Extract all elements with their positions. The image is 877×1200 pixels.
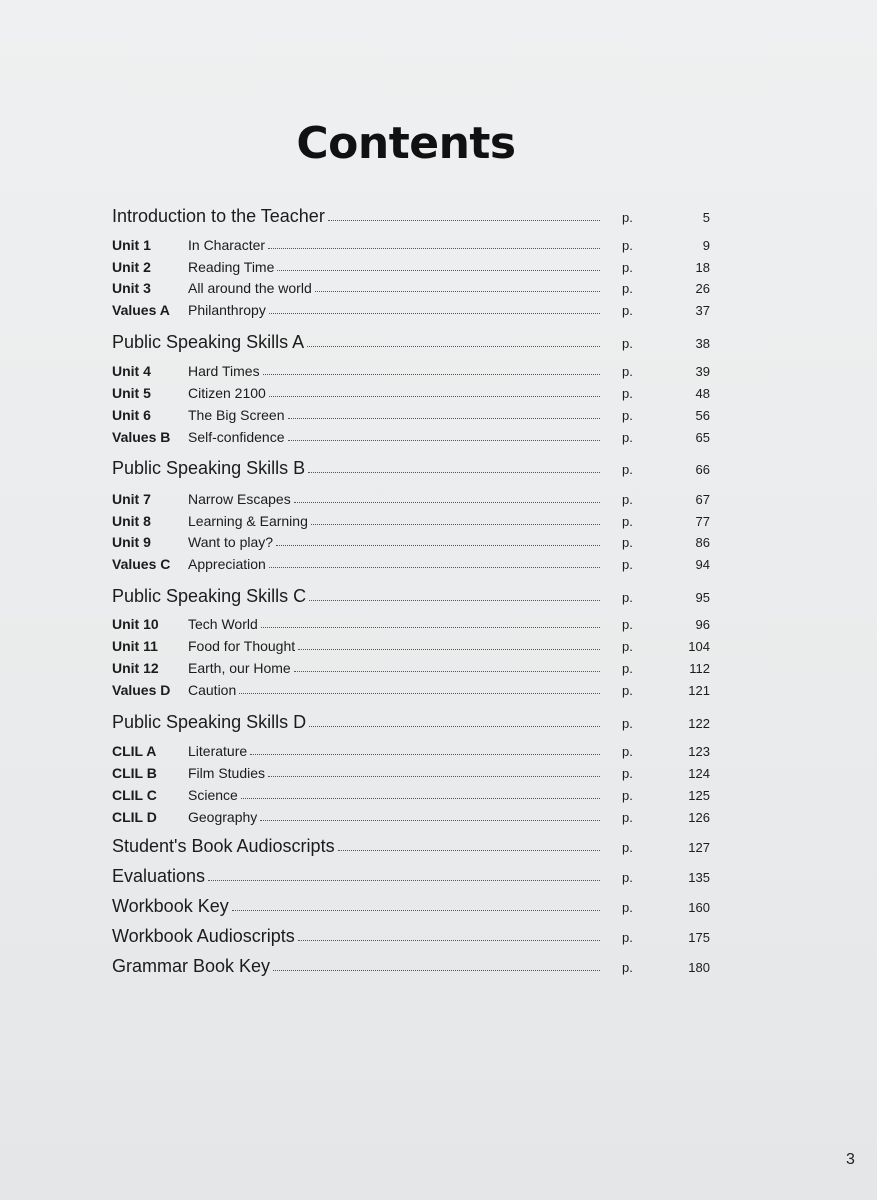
toc-entry-title: Self-confidence [188,429,285,445]
page-abbrev: p. [622,430,633,445]
toc-entry-title: Hard Times [188,363,260,379]
toc-entry-title: Science [188,787,238,803]
page-abbrev: p. [622,960,633,975]
toc-unit-label: Values B [112,429,171,445]
toc-page-number: 38 [695,336,710,351]
toc-unit-label: Unit 8 [112,513,151,529]
toc-entry-title: Grammar Book Key [112,956,271,976]
page-abbrev: p. [622,900,633,915]
page-abbrev: p. [622,716,633,731]
page-abbrev: p. [622,870,633,885]
toc-entry [112,456,712,480]
toc-page-number: 104 [688,639,710,654]
toc-unit-label: Unit 12 [112,660,159,676]
toc-entry-title: Literature [188,743,248,759]
dot-leader [311,524,600,525]
toc-entry-title: Food for Thought [188,638,296,654]
page-abbrev: p. [622,590,633,605]
toc-entry [112,232,712,256]
dot-leader [277,270,600,271]
toc-entry-title: Student's Book Audioscripts [112,836,335,856]
toc-entry-title: Earth, our Home [188,660,291,676]
toc-unit-label: Unit 4 [112,363,151,379]
page-abbrev: p. [622,514,633,529]
dot-leader [250,754,600,755]
toc-entry-title: All around the world [188,280,312,296]
page-abbrev: p. [622,683,633,698]
toc-unit-label: Values C [112,556,171,572]
dot-leader [269,396,600,397]
toc-entry-title: Narrow Escapes [188,491,291,507]
toc-unit-label: Unit 5 [112,385,151,401]
toc-page-number: 5 [702,210,710,225]
toc-page-number: 124 [688,766,710,781]
toc-entry-title: Workbook Audioscripts [112,926,295,946]
toc-page-number: 135 [688,870,710,885]
toc-entry [112,834,712,858]
toc-entry [112,864,712,888]
dot-leader [232,910,600,911]
page-abbrev: p. [622,386,633,401]
dot-leader [308,472,600,473]
toc-entry [112,330,712,354]
toc-page-number: 65 [695,430,710,445]
page-abbrev: p. [622,557,633,572]
toc-page-number: 56 [695,408,710,423]
toc-unit-label: Unit 1 [112,237,151,253]
toc-page-number: 160 [688,900,710,915]
dot-leader [294,671,600,672]
toc-entry [112,486,712,510]
toc-page-number: 126 [688,810,710,825]
toc-page-number: 112 [689,661,710,676]
page-abbrev: p. [622,810,633,825]
page-abbrev: p. [622,788,633,803]
page-abbrev: p. [622,639,633,654]
toc-unit-label: Unit 2 [112,259,151,275]
page-abbrev: p. [622,281,633,296]
dot-leader [288,418,601,419]
toc-entry-title: The Big Screen [188,407,285,423]
dot-leader [208,880,600,881]
page-abbrev: p. [622,930,633,945]
dot-leader [261,627,600,628]
toc-unit-label: Unit 6 [112,407,151,423]
toc-page-number: 18 [695,260,710,275]
toc-unit-label: Values A [112,302,170,318]
toc-page-number: 180 [688,960,710,975]
toc-entry [112,924,712,948]
toc-unit-label: Values D [112,682,171,698]
dot-leader [309,600,600,601]
toc-page-number: 121 [688,683,710,698]
page-number: 3 [846,1151,855,1168]
toc-unit-label: Unit 10 [112,616,159,632]
toc-entry [112,275,712,299]
page-abbrev: p. [622,766,633,781]
toc-entry-title: Citizen 2100 [188,385,266,401]
toc-page-number: 175 [688,930,710,945]
dot-leader [294,502,600,503]
page-abbrev: p. [622,492,633,507]
dot-leader [338,850,600,851]
toc-page-number: 67 [695,492,710,507]
toc-page-number: 95 [695,590,710,605]
toc-unit-label: CLIL C [112,787,157,803]
dot-leader [269,313,600,314]
dot-leader [260,820,600,821]
toc-entry [112,380,712,404]
dot-leader [276,545,600,546]
toc-entry-title: Philanthropy [188,302,266,318]
toc-entry-title: Public Speaking Skills B [112,458,306,478]
toc-unit-label: Unit 9 [112,534,151,550]
toc-entry-title: Learning & Earning [188,513,308,529]
toc-unit-label: CLIL B [112,765,157,781]
toc-entry [112,954,712,978]
page-abbrev: p. [622,617,633,632]
toc-entry [112,738,712,762]
toc-entry [112,358,712,382]
toc-page-number: 122 [688,716,710,731]
toc-page-number: 86 [695,535,710,550]
page-abbrev: p. [622,661,633,676]
toc-entry-title: Film Studies [188,765,266,781]
toc-unit-label: Unit 11 [112,638,158,654]
toc-entry [112,204,712,228]
toc-entry [112,677,712,701]
toc-entry-title: Workbook Key [112,896,229,916]
dot-leader [241,798,600,799]
dot-leader [315,291,600,292]
toc-entry-title: Geography [188,809,258,825]
page-abbrev: p. [622,336,633,351]
dot-leader [309,726,600,727]
toc-entry [112,633,712,657]
page-abbrev: p. [622,260,633,275]
dot-leader [298,940,600,941]
dot-leader [273,970,600,971]
toc-page-number: 26 [695,281,710,296]
toc-entry-title: Want to play? [188,534,274,550]
toc-entry-title: Public Speaking Skills D [112,712,307,732]
toc-unit-label: CLIL D [112,809,157,825]
toc-entry-title: Reading Time [188,259,275,275]
page-abbrev: p. [622,408,633,423]
page-abbrev: p. [622,210,633,225]
page-title: Contents [296,118,516,169]
toc-entry [112,529,712,553]
toc-entry-title: Evaluations [112,866,206,886]
dot-leader [288,440,600,441]
toc-entry [112,760,712,784]
toc-entry-title: Caution [188,682,237,698]
dot-leader [263,374,600,375]
dot-leader [268,248,600,249]
toc-page-number: 48 [695,386,710,401]
toc-entry-title: Introduction to the Teacher [112,206,325,226]
toc-page-number: 39 [695,364,710,379]
toc-entry [112,424,712,448]
toc-entry-title: Public Speaking Skills C [112,586,307,606]
dot-leader [328,220,600,221]
page-abbrev: p. [622,744,633,759]
page-abbrev: p. [622,535,633,550]
dot-leader [268,776,600,777]
page-abbrev: p. [622,840,633,855]
dot-leader [298,649,600,650]
page-abbrev: p. [622,364,633,379]
toc-entry-title: Tech World [188,616,258,632]
toc-unit-label: CLIL A [112,743,157,759]
page-abbrev: p. [622,462,633,477]
toc-entry [112,402,712,426]
toc-page-number: 9 [702,238,710,253]
toc-page-number: 37 [695,303,710,318]
page-abbrev: p. [622,238,633,253]
toc-entry-title: In Character [188,237,266,253]
dot-leader [239,693,600,694]
toc-page-number: 125 [688,788,710,803]
toc-page-number: 96 [695,617,710,632]
toc-entry [112,782,712,806]
page-abbrev: p. [622,303,633,318]
toc-entry [112,297,712,321]
toc-unit-label: Unit 7 [112,491,151,507]
toc-entry [112,655,712,679]
toc-entry [112,584,712,608]
toc-page-number: 127 [688,840,710,855]
dot-leader [269,567,600,568]
toc-page-number: 94 [695,557,710,572]
toc-entry-title: Appreciation [188,556,266,572]
toc-page-number: 66 [695,462,710,477]
toc-page-number: 77 [695,514,710,529]
toc-page-number: 123 [688,744,710,759]
toc-entry [112,710,712,734]
toc-entry-title: Public Speaking Skills A [112,332,305,352]
toc-entry [112,611,712,635]
toc-entry [112,551,712,575]
dot-leader [307,346,600,347]
toc-unit-label: Unit 3 [112,280,151,296]
toc-entry [112,894,712,918]
toc-entry [112,804,712,828]
